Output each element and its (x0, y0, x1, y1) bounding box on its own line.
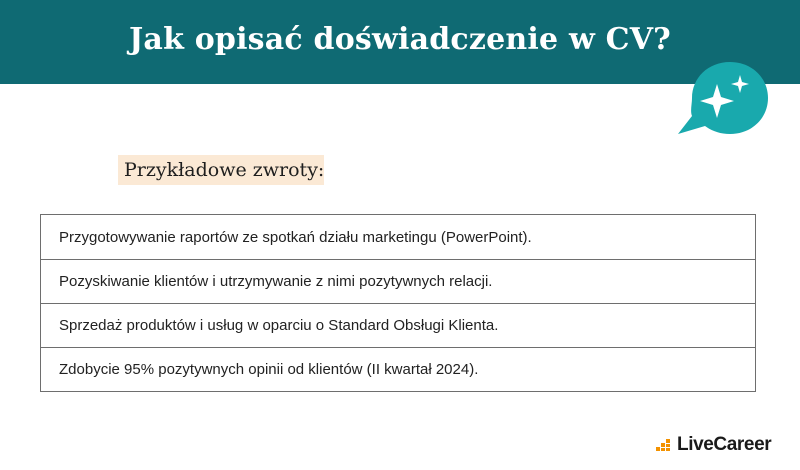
phrase-row: Przygotowywanie raportów ze spotkań działu marketingu (PowerPoint). (59, 228, 532, 246)
brand-logo (656, 432, 771, 458)
phrases-table (40, 214, 756, 392)
brand-name: LiveCareer (677, 434, 772, 455)
phrase-row: Zdobycie 95% pozytywnych opinii od klientów (II kwartał 2024). (41, 347, 755, 391)
page-title: Jak opisać doświadczenie w CV? (129, 22, 671, 57)
section-subtitle-block (118, 152, 325, 190)
section-subtitle: Przykładowe zwroty: (124, 159, 325, 181)
phrase-row: Sprzedaż produktów i usług w oparciu o Standard Obsługi Klienta. (41, 303, 755, 347)
sparkles-icon (672, 58, 776, 140)
phrase-row: Pozyskiwanie klientów i utrzymywanie z nimi pozytywnych relacji. (41, 259, 755, 303)
bar-chart-icon (656, 437, 674, 453)
